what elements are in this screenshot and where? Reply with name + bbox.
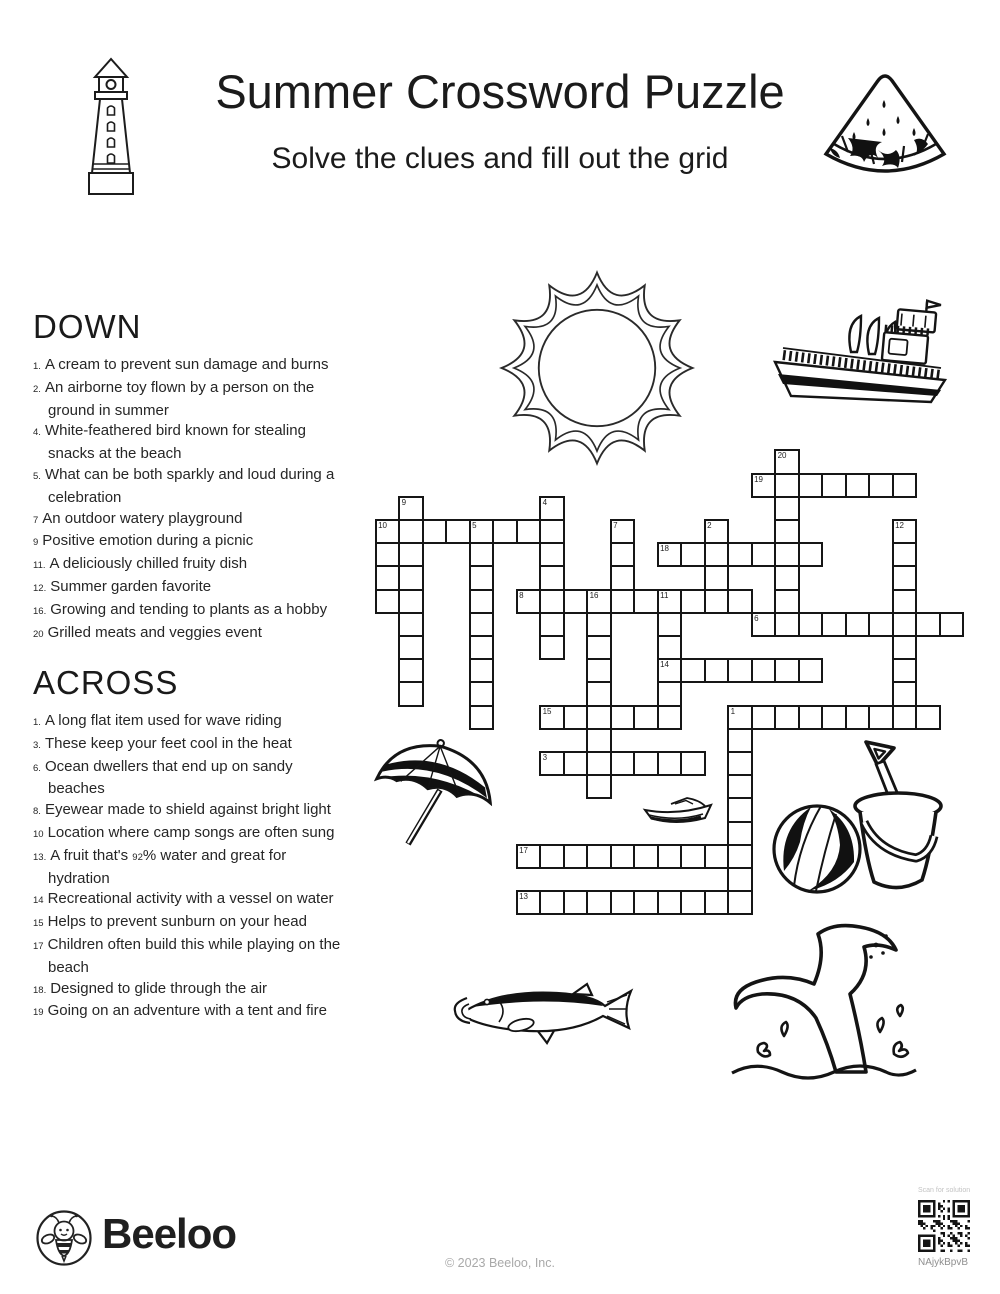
clue-number: 10: [33, 828, 44, 840]
across-clues-section: [33, 664, 343, 1024]
clue-number: 18.: [33, 984, 47, 996]
clue-item: [33, 600, 343, 623]
cell-number: 17: [519, 845, 528, 855]
clue-item: [33, 465, 343, 509]
grid-cell[interactable]: [633, 589, 659, 614]
cell-number: 10: [378, 520, 387, 530]
cell-number: 6: [754, 613, 759, 623]
clue-number: 19: [33, 1007, 44, 1019]
grid-cell[interactable]: [704, 658, 730, 683]
clue-text: An airborne toy flown by a person on the ground in summer: [44, 378, 315, 419]
grid-cell[interactable]: [727, 751, 753, 776]
clue-number: 17: [33, 940, 44, 952]
whale-tail-icon: [728, 920, 922, 1096]
grid-cell[interactable]: [610, 565, 636, 590]
grid-cell[interactable]: [586, 705, 612, 730]
grid-cell[interactable]: [539, 612, 565, 637]
grid-cell[interactable]: [845, 612, 871, 637]
clue-text: Eyewear made to shield against bright light: [44, 801, 331, 819]
grid-cell[interactable]: [586, 612, 612, 637]
down-clue-list: [33, 355, 343, 645]
grid-cell[interactable]: [751, 542, 777, 567]
grid-cell[interactable]: [727, 844, 753, 869]
grid-cell[interactable]: [610, 519, 636, 544]
clue-item: [33, 935, 343, 979]
grid-cell[interactable]: [398, 658, 424, 683]
grid-cell[interactable]: [892, 473, 918, 498]
grid-cell[interactable]: [798, 473, 824, 498]
grid-cell[interactable]: [469, 635, 495, 660]
page-title: Summer Crossword Puzzle: [215, 65, 785, 118]
grid-cell[interactable]: [798, 542, 824, 567]
grid-cell[interactable]: [539, 496, 565, 521]
grid-cell[interactable]: [539, 705, 565, 730]
grid-cell[interactable]: [798, 658, 824, 683]
grid-cell[interactable]: [398, 612, 424, 637]
cell-number: 12: [895, 520, 904, 530]
clue-number: 1.: [33, 361, 41, 372]
grid-cell[interactable]: [586, 751, 612, 776]
grid-cell[interactable]: [469, 542, 495, 567]
grid-cell[interactable]: [727, 821, 753, 846]
grid-cell[interactable]: [657, 751, 683, 776]
clue-item: [33, 421, 343, 465]
grid-cell[interactable]: [892, 681, 918, 706]
clue-item: [33, 711, 343, 734]
down-clues-section: [33, 308, 343, 645]
grid-cell[interactable]: [774, 565, 800, 590]
clue-text: Designed to glide through the air: [50, 979, 268, 997]
grid-cell[interactable]: [657, 542, 683, 567]
grid-cell[interactable]: [586, 844, 612, 869]
clue-number: 20: [33, 628, 44, 640]
grid-cell[interactable]: [469, 705, 495, 730]
clue-number: 16.: [33, 605, 47, 617]
clue-text: Ocean dwellers that end up on sandy beaches: [44, 757, 293, 798]
grid-cell[interactable]: [375, 519, 401, 544]
grid-cell[interactable]: [821, 705, 847, 730]
page-subtitle: Solve the clues and fill out the grid: [271, 142, 729, 175]
clue-number: 6.: [33, 762, 41, 774]
grid-cell[interactable]: [868, 473, 894, 498]
clue-text: A cream to prevent sun damage and burns: [44, 356, 329, 373]
grid-cell[interactable]: [774, 473, 800, 498]
clue-number: 5.: [33, 470, 41, 482]
clue-text: A long flat item used for wave riding: [44, 712, 282, 729]
grid-cell[interactable]: [563, 589, 589, 614]
grid-cell[interactable]: [845, 473, 871, 498]
grid-cell[interactable]: [586, 774, 612, 799]
cell-number: 16: [589, 590, 599, 600]
grid-cell[interactable]: [398, 519, 424, 544]
grid-cell[interactable]: [704, 565, 730, 590]
grid-cell[interactable]: [892, 612, 918, 637]
clue-item: [33, 846, 343, 890]
grid-cell[interactable]: [892, 658, 918, 683]
grid-cell[interactable]: [704, 589, 730, 614]
grid-cell[interactable]: [798, 705, 824, 730]
cell-number: 19: [754, 474, 763, 484]
across-clue-list: [33, 711, 343, 1024]
grid-cell[interactable]: [539, 751, 565, 776]
grid-cell[interactable]: [657, 890, 683, 915]
grid-cell[interactable]: [563, 844, 589, 869]
down-heading: DOWN: [33, 308, 142, 345]
grid-cell[interactable]: [774, 658, 800, 683]
grid-cell[interactable]: [868, 612, 894, 637]
clue-number: 2.: [33, 383, 41, 395]
grid-cell[interactable]: [586, 681, 612, 706]
grid-cell[interactable]: [469, 565, 495, 590]
grid-cell[interactable]: [586, 658, 612, 683]
clue-item: [33, 757, 343, 801]
clue-item: [33, 889, 343, 912]
grid-cell[interactable]: [774, 705, 800, 730]
grid-cell[interactable]: [586, 635, 612, 660]
grid-cell[interactable]: [680, 542, 706, 567]
cell-number: 14: [660, 660, 669, 670]
clue-text: Grilled meats and veggies event: [47, 623, 262, 641]
grid-cell[interactable]: [892, 705, 918, 730]
clue-item: [33, 554, 343, 577]
grid-cell[interactable]: [657, 612, 683, 637]
clue-number: 15: [33, 918, 44, 930]
grid-cell[interactable]: [469, 612, 495, 637]
grid-cell[interactable]: [539, 542, 565, 567]
grid-cell[interactable]: [657, 658, 683, 683]
grid-cell[interactable]: [727, 728, 753, 753]
clue-item: [33, 979, 343, 1002]
grid-cell[interactable]: [774, 589, 800, 614]
grid-cell[interactable]: [539, 844, 565, 869]
grid-cell[interactable]: [516, 519, 542, 544]
grid-cell[interactable]: [398, 635, 424, 660]
clue-number: 14: [33, 895, 44, 907]
clue-number: 8.: [33, 806, 41, 818]
grid-cell[interactable]: [375, 565, 401, 590]
sand-bucket-icon: [836, 738, 948, 898]
cell-number: 2: [707, 520, 712, 530]
grid-cell[interactable]: [751, 473, 777, 498]
grid-cell[interactable]: [774, 612, 800, 637]
clue-text: Location where camp songs are often sung: [47, 823, 335, 841]
grid-cell[interactable]: [657, 589, 683, 614]
grid-cell[interactable]: [469, 658, 495, 683]
grid-cell[interactable]: [727, 542, 753, 567]
clue-text: An outdoor watery playground: [42, 509, 243, 527]
grid-cell[interactable]: [704, 519, 730, 544]
grid-cell[interactable]: [657, 681, 683, 706]
grid-cell[interactable]: [657, 635, 683, 660]
clue-text: Going on an adventure with a tent and fire: [47, 1002, 327, 1020]
cell-number: 13: [519, 892, 528, 902]
clue-text: Children often build this while playing on the beach: [47, 935, 341, 976]
grid-cell[interactable]: [398, 681, 424, 706]
grid-cell[interactable]: [539, 565, 565, 590]
grid-cell[interactable]: [563, 705, 589, 730]
grid-cell[interactable]: [398, 496, 424, 521]
grid-cell[interactable]: [610, 890, 636, 915]
grid-cell[interactable]: [751, 705, 777, 730]
cell-number: 9: [401, 497, 407, 507]
grid-cell[interactable]: [657, 705, 683, 730]
grid-cell[interactable]: [680, 751, 706, 776]
cell-number: 5: [472, 520, 477, 530]
fish-icon: [445, 978, 639, 1048]
grid-cell[interactable]: [680, 890, 706, 915]
clue-item: [33, 577, 343, 600]
clue-text: Recreational activity with a vessel on water: [47, 890, 334, 908]
clue-text: A fruit that's 92% water and great for hydration: [48, 846, 287, 887]
clue-number: 7: [33, 514, 39, 526]
clue-text: These keep your feet cool in the heat: [44, 734, 292, 752]
clue-item: [33, 623, 343, 646]
grid-cell[interactable]: [539, 890, 565, 915]
grid-cell[interactable]: [798, 612, 824, 637]
grid-cell[interactable]: [680, 589, 706, 614]
clue-number: 9: [33, 537, 39, 549]
grid-cell[interactable]: [727, 797, 753, 822]
grid-cell[interactable]: [680, 844, 706, 869]
grid-cell[interactable]: [704, 890, 730, 915]
grid-cell[interactable]: [774, 496, 800, 521]
grid-cell[interactable]: [727, 658, 753, 683]
grid-cell[interactable]: [727, 705, 753, 730]
clue-item: [33, 800, 343, 823]
cell-number: 20: [777, 451, 787, 461]
grid-cell[interactable]: [492, 519, 518, 544]
clue-item: [33, 734, 343, 757]
grid-cell[interactable]: [610, 589, 636, 614]
grid-cell[interactable]: [516, 844, 542, 869]
clue-item: [33, 823, 343, 846]
grid-cell[interactable]: [445, 519, 471, 544]
cell-number: 15: [542, 706, 552, 716]
grid-cell[interactable]: [892, 565, 918, 590]
grid-cell[interactable]: [727, 890, 753, 915]
grid-cell[interactable]: [375, 589, 401, 614]
grid-cell[interactable]: [610, 844, 636, 869]
clue-text: Growing and tending to plants as a hobby: [50, 600, 328, 618]
grid-cell[interactable]: [586, 728, 612, 753]
grid-cell[interactable]: [774, 519, 800, 544]
grid-cell[interactable]: [821, 473, 847, 498]
grid-cell[interactable]: [727, 589, 753, 614]
grid-cell[interactable]: [892, 542, 918, 567]
grid-cell[interactable]: [939, 612, 965, 637]
clue-text: Summer garden favorite: [50, 577, 212, 595]
grid-cell[interactable]: [751, 658, 777, 683]
grid-cell[interactable]: [539, 635, 565, 660]
grid-cell[interactable]: [422, 519, 448, 544]
grid-cell[interactable]: [586, 890, 612, 915]
grid-cell[interactable]: [892, 589, 918, 614]
brand-name: Beeloo: [102, 1210, 237, 1257]
clue-text: What can be both sparkly and loud during a celebration: [44, 465, 335, 506]
grid-cell[interactable]: [845, 705, 871, 730]
grid-cell[interactable]: [539, 519, 565, 544]
across-heading: ACROSS: [33, 664, 179, 701]
grid-cell[interactable]: [704, 542, 730, 567]
grid-cell[interactable]: [516, 890, 542, 915]
watermelon-icon: [818, 70, 952, 188]
grid-cell[interactable]: [516, 589, 542, 614]
clue-item: [33, 531, 343, 554]
grid-cell[interactable]: [774, 542, 800, 567]
beach-umbrella-icon: [372, 738, 506, 852]
grid-cell[interactable]: [398, 542, 424, 567]
clue-item: [33, 912, 343, 935]
grid-cell[interactable]: [563, 890, 589, 915]
grid-cell[interactable]: [633, 751, 659, 776]
clue-text: White-feathered bird known for stealing snacks at the beach: [44, 422, 306, 463]
clue-text: A deliciously chilled fruity dish: [49, 555, 248, 573]
grid-cell[interactable]: [704, 844, 730, 869]
grid-cell[interactable]: [821, 612, 847, 637]
grid-cell[interactable]: [633, 890, 659, 915]
cell-number: 1: [730, 706, 736, 716]
cell-number: 8: [519, 590, 524, 600]
grid-cell[interactable]: [657, 844, 683, 869]
clue-item: [33, 355, 343, 378]
grid-cell[interactable]: [915, 705, 941, 730]
grid-cell[interactable]: [563, 751, 589, 776]
cell-number: 18: [660, 544, 669, 554]
grid-cell[interactable]: [751, 612, 777, 637]
grid-cell[interactable]: [915, 612, 941, 637]
grid-cell[interactable]: [727, 867, 753, 892]
cell-number: 11: [660, 590, 669, 600]
grid-cell[interactable]: [774, 449, 800, 474]
qr-code-label: NAjykBpvB: [918, 1257, 969, 1268]
grid-cell[interactable]: [469, 681, 495, 706]
grid-cell[interactable]: [610, 542, 636, 567]
clue-item: [33, 509, 343, 532]
grid-cell[interactable]: [469, 519, 495, 544]
sun-icon: [492, 263, 702, 473]
grid-cell[interactable]: [633, 844, 659, 869]
clue-number: 12.: [33, 582, 47, 594]
clue-number: 11.: [33, 560, 46, 572]
qr-caption: Scan for solution: [918, 1187, 971, 1194]
clue-item: [33, 378, 343, 422]
grid-cell[interactable]: [868, 705, 894, 730]
grid-cell[interactable]: [398, 565, 424, 590]
grid-cell[interactable]: [539, 589, 565, 614]
grid-cell[interactable]: [727, 774, 753, 799]
grid-cell[interactable]: [633, 705, 659, 730]
clue-number: 1.: [33, 717, 41, 728]
copyright-text: © 2023 Beeloo, Inc.: [445, 1256, 555, 1270]
grid-cell[interactable]: [610, 705, 636, 730]
clue-text: Positive emotion during a picnic: [42, 532, 254, 550]
clue-text: Helps to prevent sunburn on your head: [47, 913, 307, 931]
ship-icon: [771, 294, 949, 408]
clue-number: 4.: [33, 427, 41, 439]
grid-cell[interactable]: [680, 658, 706, 683]
grid-cell[interactable]: [375, 542, 401, 567]
cell-number: 7: [613, 520, 618, 530]
cell-number: 4: [542, 497, 548, 507]
cell-number: 3: [542, 752, 548, 762]
speedboat-icon: [641, 792, 717, 828]
grid-cell[interactable]: [586, 589, 612, 614]
grid-cell[interactable]: [469, 589, 495, 614]
qr-code: [918, 1200, 970, 1252]
clue-number: 13.: [33, 851, 47, 863]
clue-item: [33, 1001, 343, 1024]
clue-number: 3.: [33, 739, 41, 751]
grid-cell[interactable]: [610, 751, 636, 776]
grid-cell[interactable]: [398, 589, 424, 614]
grid-cell[interactable]: [892, 635, 918, 660]
grid-cell[interactable]: [892, 519, 918, 544]
